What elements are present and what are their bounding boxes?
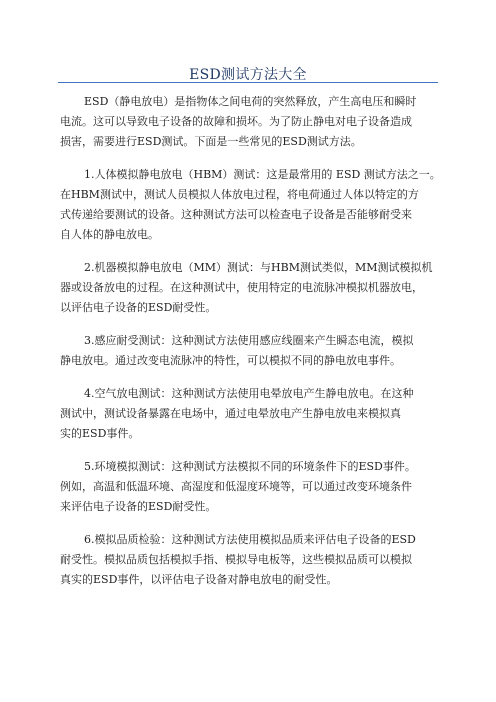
paragraph-line: 真实的ESD事件，以评估电子设备对静电放电的耐受性。 xyxy=(60,573,338,586)
paragraph-method-2 xyxy=(60,258,440,318)
paragraph-line: 来评估电子设备的ESD耐受性。 xyxy=(60,500,217,513)
paragraph-method-4 xyxy=(60,384,440,444)
paragraph-line: 5.环境模拟测试：这种测试方法模拟不同的环境条件下的ESD事件。 xyxy=(84,460,416,473)
paragraph-line: 以评估电子设备的ESD耐受性。 xyxy=(60,301,217,314)
paragraph-intro xyxy=(60,92,440,152)
document-body xyxy=(60,92,440,603)
paragraph-line: 静电放电。通过改变电流脉冲的特性，可以模拟不同的静电放电事件。 xyxy=(60,354,401,367)
paragraph-line: 在HBM测试中，测试人员模拟人体放电过程，将电荷通过人体以特定的方 xyxy=(60,188,419,201)
paragraph-line: 2.机器模拟静电放电（MM）测试：与HBM测试类似，MM测试模拟机 xyxy=(84,261,433,274)
paragraph-method-6 xyxy=(60,530,440,590)
paragraph-method-5 xyxy=(60,457,440,517)
paragraph-line: 6.模拟品质检验：这种测试方法使用模拟品质来评估电子设备的ESD xyxy=(84,533,416,546)
title-underline xyxy=(58,82,438,83)
paragraph-line: 测试中，测试设备暴露在电场中，通过电晕放电产生静电放电来模拟真 xyxy=(60,407,401,420)
paragraph-line: 3.感应耐受测试：这种测试方法使用感应线圈来产生瞬态电流，模拟 xyxy=(84,334,414,347)
paragraph-line: 电流。这可以导致电子设备的故障和损坏。为了防止静电对电子设备造成 xyxy=(60,115,412,128)
paragraph-line: 实的ESD事件。 xyxy=(60,427,140,440)
paragraph-line: 4.空气放电测试：这种测试方法使用电晕放电产生静电放电。在这种 xyxy=(84,387,414,400)
paragraph-line: 例如，高温和低温环境、高湿度和低湿度环境等，可以通过改变环境条件 xyxy=(60,480,412,493)
paragraph-line: 式传递给要测试的设备。这种测试方法可以检查电子设备是否能够耐受来 xyxy=(60,208,412,221)
paragraph-line: 损害，需要进行ESD测试。下面是一些常见的ESD测试方法。 xyxy=(60,135,362,148)
paragraph-line: ESD（静电放电）是指物体之间电荷的突然释放，产生高电压和瞬时 xyxy=(84,95,417,108)
paragraph-line: 1.人体模拟静电放电（HBM）测试：这是最常用的 ESD 测试方法之一。 xyxy=(84,168,441,181)
paragraph-line: 耐受性。模拟品质包括模拟手指、模拟导电板等，这些模拟品质可以模拟 xyxy=(60,553,412,566)
document-title: ESD测试方法大全 xyxy=(189,67,307,83)
paragraph-line: 器或设备放电的过程。在这种测试中，使用特定的电流脉冲模拟机器放电， xyxy=(60,281,423,294)
paragraph-line: 自人体的静电放电。 xyxy=(60,228,159,241)
paragraph-method-3 xyxy=(60,331,440,371)
paragraph-method-1 xyxy=(60,165,440,245)
